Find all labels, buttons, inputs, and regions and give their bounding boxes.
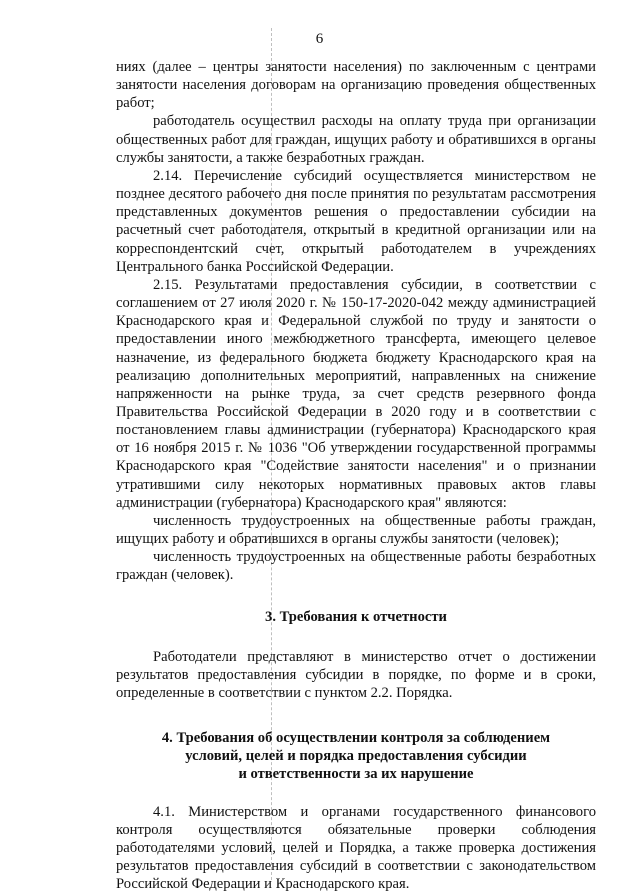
- section-4-heading: [116, 729, 596, 783]
- paragraph-employer-expenses: работодатель осуществил расходы на оплату труда при организации общественных работ для граждан, ищущих работу и обратившихся в органы службы занятости, а также безработных граждан.: [116, 113, 596, 166]
- paragraph-2-15: 2.15. Результатами предоставления субсидии, в соответствии с соглашением от 27 июля 2020 г. № 150-17-2020-042 между администрацией Краснодарского края и Федеральной службой по труду и занятости о предоставлении иного межбюджетного трансферта, имеющего целевое назначение, из федерального бюджета бюджету Краснодарского края на реализацию дополнительных мероприятий, направленных на снижение напряженности на рынке труда, за счет средств резервного фонда Правительства Российской Федерации в 2020 году и в соответствии с постановлением главы администрации (губернатора) Краснодарского края от 16 ноября 2015 г. № 1036 "Об утверждении государственной программы Краснодарского края "Содействие занятости населения" и о признании утратившими силу некоторых нормативных правовых актов главы администрации (губернатора) Краснодарского края" являются:: [116, 276, 596, 511]
- section-4-heading-line-3: и ответственности за их нарушение: [238, 766, 474, 783]
- paragraph-4-1: 4.1. Министерством и органами государственного финансового контроля осуществляются обязательные проверки соблюдения работодателями условий, целей и Порядка, а также проверка достижения результатов предоставления субсидий в соответствии с законодательством Российской Федерации и Краснодарского края.: [116, 803, 596, 893]
- section-4-heading-line-2: условий, целей и порядка предоставления субсидии: [185, 748, 527, 765]
- section-3-heading: 3. Требования к отчетности: [265, 608, 447, 625]
- paragraph-indicator-1: численность трудоустроенных на общественные работы граждан, ищущих работу и обратившихся в органы службы занятости (человек);: [116, 512, 596, 548]
- section-3-text: Работодатели представляют в министерство отчет о достижении результатов предоставления субсидии в порядке, по форме и в сроки, определенные в соответствии с пунктом 2.2. Порядка.: [116, 648, 596, 701]
- page-number: 6: [315, 31, 324, 47]
- paragraph-2-14: 2.14. Перечисление субсидий осуществляется министерством не позднее десятого рабочего дня после принятия по результатам рассмотрения представленных документов решения о предоставлении субсидии на расчетный счет работодателя, открытый в кредитной организации или на корреспондентский счет, открытый работодателем в учреждениях Центрального банка Российской Федерации.: [116, 167, 596, 275]
- paragraph-indicator-2: численность трудоустроенных на общественные работы безработных граждан (человек).: [116, 549, 596, 584]
- paragraph-continuation: ниях (далее – центры занятости населения) по заключенным с центрами занятости населения договорам на организацию проведения общественных работ;: [116, 59, 596, 112]
- section-4-heading-line-1: 4. Требования об осуществлении контроля за соблюдением: [161, 730, 551, 747]
- document-body: [116, 58, 596, 893]
